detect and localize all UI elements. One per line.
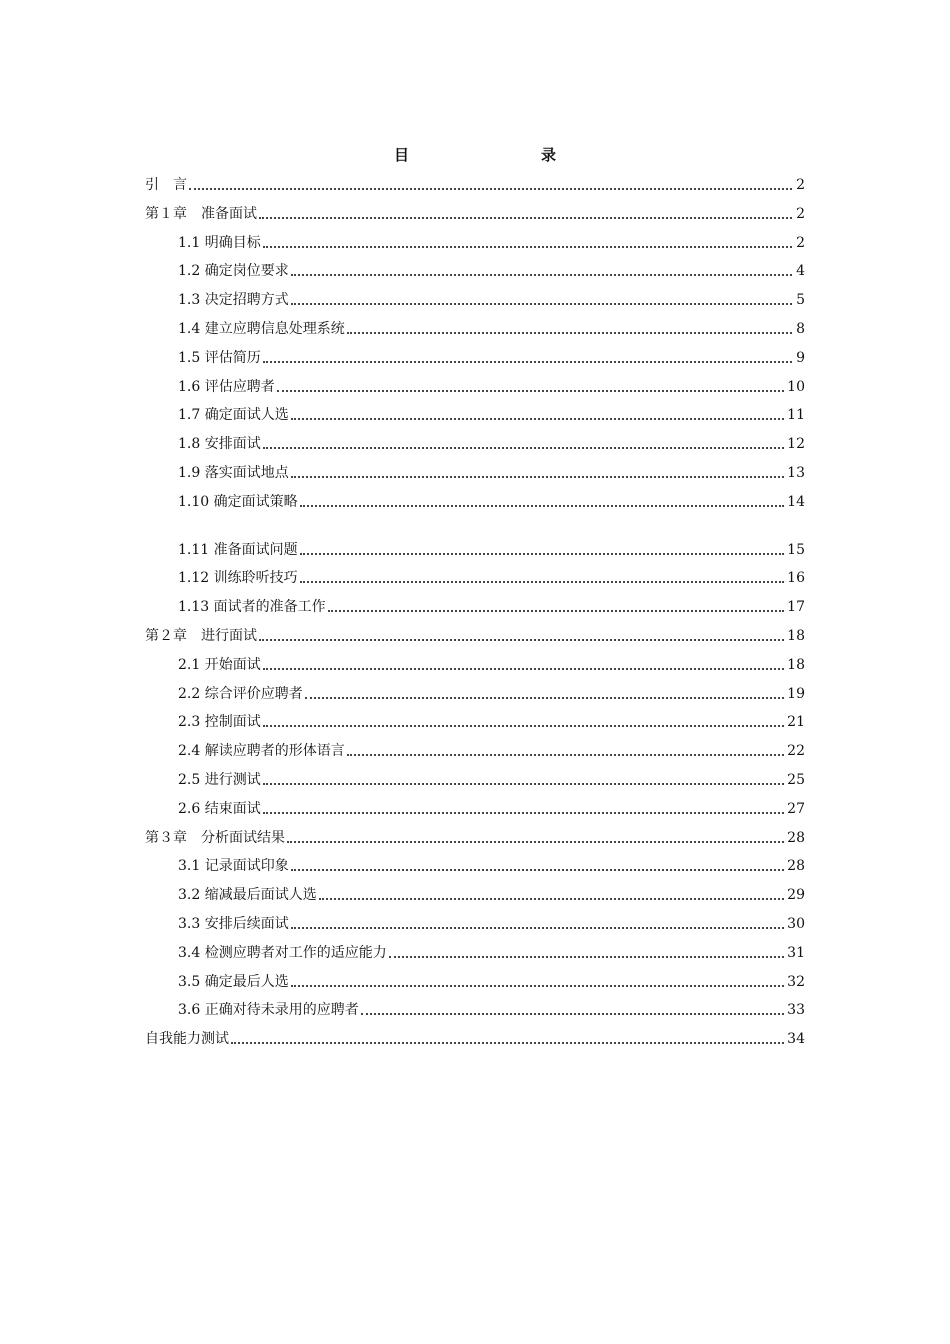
- toc-entry-label: 1.8 安排面试: [178, 436, 261, 453]
- toc-entry-label: 1.4 建立应聘信息处理系统: [178, 321, 345, 337]
- toc-entry-page: 18: [787, 628, 805, 644]
- toc-entry-1-7[interactable]: [178, 403, 805, 425]
- toc-entry-page: 5: [796, 292, 805, 309]
- toc-entry-page: 28: [787, 829, 805, 846]
- toc-entry-3-1[interactable]: [178, 854, 805, 876]
- toc-entry-label: 1.3 决定招聘方式: [178, 292, 289, 309]
- dot-leader: [263, 812, 784, 814]
- toc-entry-label: 自我能力测试: [145, 1031, 229, 1048]
- toc-entry-label: 2.3 控制面试: [178, 714, 261, 731]
- toc-entry-label: 1.5 评估简历: [178, 349, 261, 366]
- dot-leader: [291, 418, 784, 420]
- toc-entry-label: 3.2 缩减最后面试人选: [178, 887, 317, 904]
- dot-leader: [189, 188, 792, 190]
- toc-entry-label: 2.1 开始面试: [178, 656, 261, 673]
- toc-entry-chapter-3[interactable]: [145, 826, 805, 848]
- dot-leader: [287, 841, 784, 843]
- dot-leader: [277, 390, 784, 392]
- dot-leader: [291, 869, 784, 871]
- dot-leader: [305, 697, 784, 699]
- dot-leader: [263, 725, 784, 727]
- toc-entry-label: 1.12 训练聆听技巧: [178, 570, 298, 587]
- toc-entry-1-12[interactable]: [178, 566, 805, 588]
- dot-leader: [300, 505, 785, 507]
- toc-entry-label: 3.3 安排后续面试: [178, 916, 289, 932]
- toc-entry-label: 1.6 评估应聘者: [178, 378, 275, 395]
- toc-entry-label: 1.2 确定岗位要求: [178, 263, 289, 280]
- toc-entry-page: 8: [796, 321, 805, 337]
- dot-leader: [347, 332, 792, 334]
- dot-leader: [259, 217, 792, 219]
- toc-entry-1-6[interactable]: [178, 375, 805, 397]
- dot-leader: [263, 668, 784, 670]
- dot-leader: [300, 553, 785, 555]
- toc-entry-page: 28: [787, 858, 805, 875]
- toc-entry-chapter-1[interactable]: [145, 202, 805, 224]
- toc-entry-3-2[interactable]: [178, 883, 805, 905]
- toc-entry-label: 3.1 记录面试印象: [178, 858, 289, 875]
- toc-entry-label: 1.11 准备面试问题: [178, 541, 298, 558]
- toc-entry-1-8[interactable]: [178, 432, 805, 454]
- toc-entry-page: 16: [787, 570, 805, 587]
- dot-leader: [231, 1042, 784, 1044]
- toc-entry-label: 第３章 分析面试结果: [145, 829, 285, 846]
- toc-entry-page: 33: [787, 1002, 805, 1019]
- toc-entry-page: 14: [787, 493, 805, 510]
- toc-entry-3-3[interactable]: [178, 912, 805, 934]
- toc-title: 目 录: [393, 146, 590, 164]
- toc-entry-1-5[interactable]: [178, 346, 805, 368]
- toc-entry-page: 18: [787, 656, 805, 673]
- toc-entry-1-11[interactable]: [178, 538, 805, 560]
- toc-entry-label: 2.2 综合评价应聘者: [178, 685, 303, 702]
- dot-leader: [263, 361, 792, 363]
- toc-entry-label: 1.13 面试者的准备工作: [178, 599, 326, 616]
- dot-leader: [263, 246, 792, 248]
- dot-leader: [291, 303, 792, 305]
- toc-entry-page: 2: [796, 205, 805, 222]
- toc-entry-label: 引 言: [145, 177, 187, 193]
- dot-leader: [263, 447, 784, 449]
- toc-entry-page: 4: [796, 263, 805, 280]
- dot-leader: [291, 985, 784, 987]
- dot-leader: [291, 927, 784, 929]
- toc-entry-2-5[interactable]: [178, 768, 805, 790]
- dot-leader: [300, 581, 785, 583]
- toc-entry-page: 13: [787, 465, 805, 481]
- toc-entry-page: 9: [796, 349, 805, 366]
- toc-entry-1-9[interactable]: [178, 461, 805, 483]
- toc-entry-label: 1.7 确定面试人选: [178, 407, 289, 424]
- toc-entry-3-4[interactable]: [178, 941, 805, 963]
- toc-entry-label: 第２章 进行面试: [145, 628, 257, 644]
- toc-entry-2-3[interactable]: [178, 710, 805, 732]
- toc-entry-1-3[interactable]: [178, 288, 805, 310]
- toc-entry-2-2[interactable]: [178, 682, 805, 704]
- toc-entry-page: 32: [787, 973, 805, 990]
- toc-entry-1-2[interactable]: [178, 259, 805, 281]
- toc-entry-page: 11: [787, 407, 805, 424]
- dot-leader: [361, 1013, 784, 1015]
- dot-leader: [291, 476, 784, 478]
- toc-entry-page: 22: [787, 743, 805, 760]
- toc-entry-label: 3.5 确定最后人选: [178, 973, 289, 990]
- toc-entry-page: 17: [787, 599, 805, 616]
- toc-entry-label: 1.1 明确目标: [178, 234, 261, 251]
- toc-entry-page: 2: [796, 234, 805, 251]
- toc-entry-1-13[interactable]: [178, 595, 805, 617]
- toc-entry-label: 2.6 结束面试: [178, 800, 261, 817]
- toc-entry-3-6[interactable]: [178, 998, 805, 1020]
- toc-entry-chapter-2[interactable]: [145, 624, 805, 646]
- toc-entry-page: 34: [787, 1031, 805, 1048]
- dot-leader: [347, 754, 784, 756]
- dot-leader: [319, 898, 784, 900]
- toc-entry-label: 2.4 解读应聘者的形体语言: [178, 743, 345, 760]
- dot-leader: [389, 956, 784, 958]
- toc-entry-page: 30: [787, 916, 805, 932]
- toc-entry-label: 2.5 进行测试: [178, 772, 261, 788]
- toc-entry-label: 1.9 落实面试地点: [178, 465, 289, 481]
- toc-entry-1-10[interactable]: [178, 490, 805, 512]
- toc-entry-page: 12: [787, 436, 805, 453]
- dot-leader: [263, 783, 784, 785]
- toc-entry-self-test[interactable]: [145, 1027, 805, 1049]
- dot-leader: [328, 610, 785, 612]
- toc-entry-page: 10: [787, 378, 805, 395]
- toc-entry-intro[interactable]: [145, 173, 805, 195]
- toc-entry-page: 15: [787, 541, 805, 558]
- toc-entry-page: 25: [787, 772, 805, 788]
- toc-entry-page: 21: [787, 714, 805, 731]
- toc-entry-3-5[interactable]: [178, 970, 805, 992]
- toc-entry-page: 29: [787, 887, 805, 904]
- toc-entry-label: 3.4 检测应聘者对工作的适应能力: [178, 944, 387, 961]
- dot-leader: [259, 639, 784, 641]
- toc-entry-2-4[interactable]: [178, 739, 805, 761]
- toc-entry-1-1[interactable]: [178, 231, 805, 253]
- dot-leader: [291, 274, 792, 276]
- toc-entry-page: 31: [787, 944, 805, 961]
- toc-entry-label: 3.6 正确对待未录用的应聘者: [178, 1002, 359, 1019]
- toc-entry-page: 19: [787, 685, 805, 702]
- toc-entry-page: 2: [796, 177, 805, 193]
- toc-entry-label: 1.10 确定面试策略: [178, 493, 298, 510]
- toc-entry-page: 27: [787, 800, 805, 817]
- toc-entry-1-4[interactable]: [178, 317, 805, 339]
- toc-entry-2-6[interactable]: [178, 797, 805, 819]
- toc-entry-label: 第１章 准备面试: [145, 205, 257, 222]
- toc-entry-2-1[interactable]: [178, 653, 805, 675]
